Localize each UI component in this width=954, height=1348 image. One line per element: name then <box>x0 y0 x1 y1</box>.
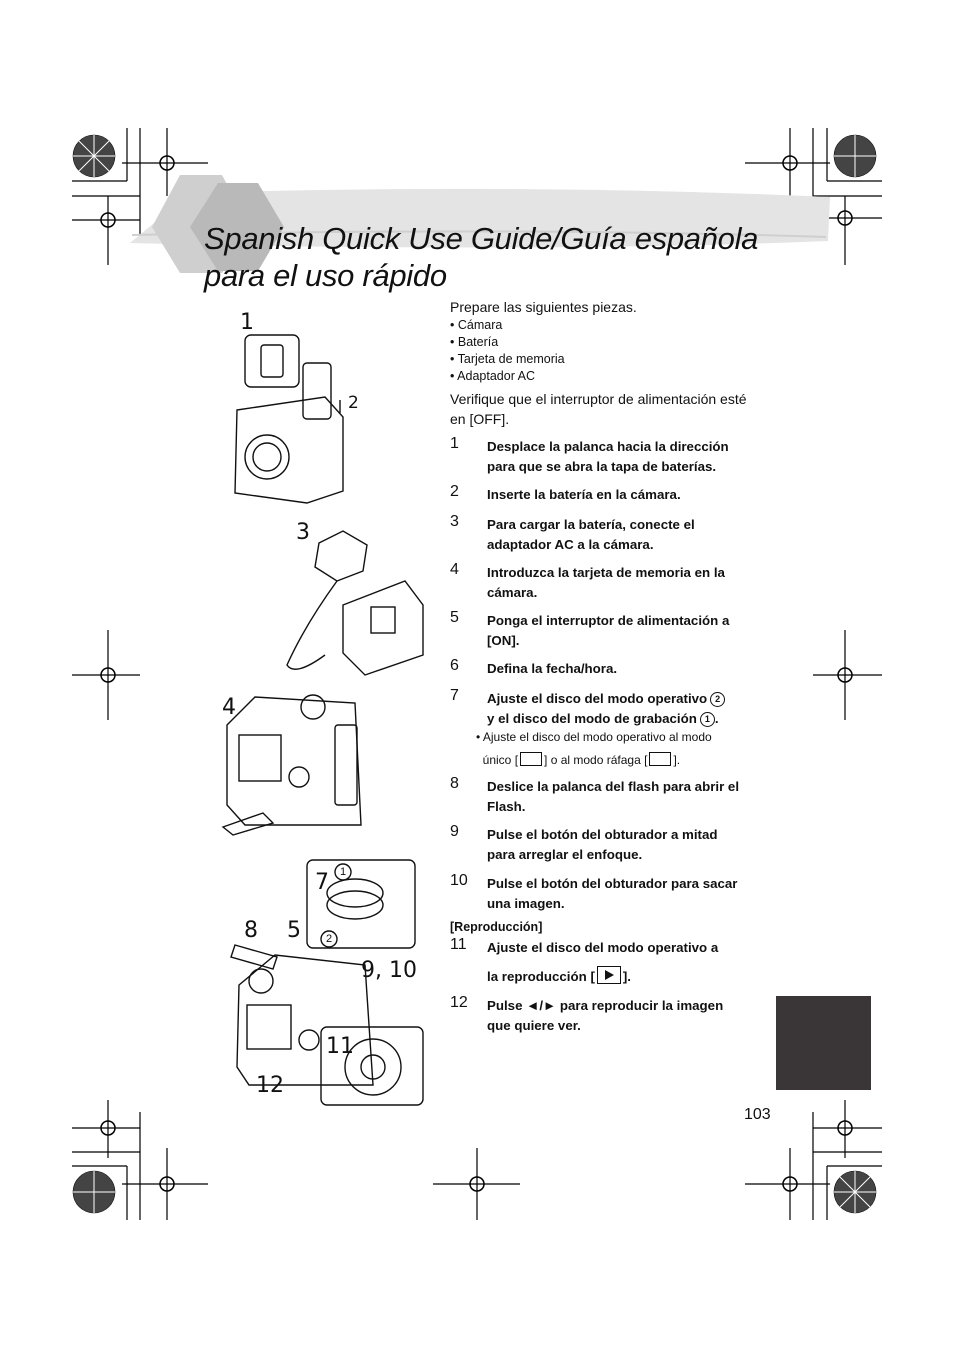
camera-illustrations <box>215 305 435 1110</box>
figure-label-1: 1 <box>240 310 254 335</box>
figure-label-7: 7 <box>315 870 329 895</box>
step-text: Ponga el interruptor de alimentación a [ON]. <box>487 613 730 648</box>
parts-list-item: • Tarjeta de memoria <box>450 351 565 368</box>
figure-label-9-10: 9, 10 <box>361 958 417 983</box>
step-text: Pulse el botón del obturador a mitad para arreglar el enfoque. <box>487 827 718 862</box>
step-7-note-b: único [ <box>482 753 519 767</box>
intro-prepare: Prepare las siguientes piezas. <box>450 299 637 315</box>
step-text: Deslice la palanca del flash para abrir el Flash. <box>487 779 740 814</box>
parts-list-item: • Cámara <box>450 317 565 334</box>
step-text: Inserte la batería en la cámara. <box>487 487 681 502</box>
dial-circle-label-2: 2 <box>326 933 333 945</box>
circled-number-1: 1 <box>700 712 715 727</box>
intro-verify: Verifique que el interruptor de alimentación esté en [OFF]. <box>450 391 747 427</box>
step-text: Para cargar la batería, conecte el adaptador AC a la cámara. <box>487 517 695 552</box>
step-number: 8 <box>450 775 459 792</box>
step-text: Pulse ◄/► para reproducir la imagen que quiere ver. <box>487 998 724 1033</box>
figure-label-8: 8 <box>244 918 258 943</box>
page-number: 103 <box>744 1106 771 1123</box>
step-number: 6 <box>450 657 459 674</box>
step-text: Desplace la palanca hacia la dirección para que se abra la tapa de baterías. <box>487 439 729 474</box>
step-text <box>487 933 749 991</box>
step-11-text-b: la reproducción [ <box>487 969 595 984</box>
step-number: 11 <box>450 936 467 953</box>
playback-header: [Reproducción] <box>450 920 543 934</box>
step-7-note-c: ] o al modo ráfaga [ <box>544 753 648 767</box>
step-text: Pulse el botón del obturador para sacar una imagen. <box>487 876 738 911</box>
figure-label-2: 2 <box>348 393 359 413</box>
step-number: 2 <box>450 483 459 500</box>
step-number: 5 <box>450 609 459 626</box>
step-11-text-a: Ajuste el disco del modo operativo a <box>487 940 719 955</box>
page-title <box>204 220 824 294</box>
step-text: Introduzca la tarjeta de memoria en la cámara. <box>487 565 725 600</box>
section-tab <box>776 996 871 1090</box>
step-text: Defina la fecha/hora. <box>487 661 618 676</box>
step-number: 3 <box>450 513 459 530</box>
figure-label-4: 4 <box>222 695 236 720</box>
page-title-line-1: Spanish Quick Use Guide/Guía española <box>204 221 759 256</box>
parts-list-item: • Batería <box>450 334 565 351</box>
figure-label-12: 12 <box>256 1073 284 1098</box>
step-7-text-a: Ajuste el disco del modo operativo <box>487 691 708 706</box>
page-title-line-2: para el uso rápido <box>204 258 447 293</box>
burst-mode-icon <box>649 752 671 766</box>
step-number: 9 <box>450 823 459 840</box>
figure-label-5: 5 <box>287 918 301 943</box>
step-number: 4 <box>450 561 459 578</box>
step-number: 1 <box>450 435 459 452</box>
step-7-note-a: Ajuste el disco del modo operativo al modo <box>482 730 712 744</box>
figure-label-11: 11 <box>326 1034 354 1059</box>
dial-circle-label-1: 1 <box>340 866 347 878</box>
step-number: 12 <box>450 994 468 1011</box>
step-7-note-d: ]. <box>673 753 681 767</box>
figure-label-3: 3 <box>296 520 310 545</box>
step-text: Ajuste el disco del modo operativo 2 y el disco del modo de grabación 1 . <box>487 689 749 729</box>
play-icon <box>597 966 621 984</box>
step-7-text-b: y el disco del modo de grabación <box>487 711 697 726</box>
parts-list <box>450 317 565 385</box>
single-mode-icon <box>520 752 542 766</box>
step-7-note: • Ajuste el disco del modo operativo al modo único [ ] o al modo ráfaga [ ]. <box>476 730 712 767</box>
step-11-text-c: ]. <box>622 969 631 984</box>
parts-list-item: • Adaptador AC <box>450 368 565 385</box>
circled-number-2: 2 <box>710 692 725 707</box>
step-number: 7 <box>450 687 459 704</box>
step-number: 10 <box>450 872 468 889</box>
